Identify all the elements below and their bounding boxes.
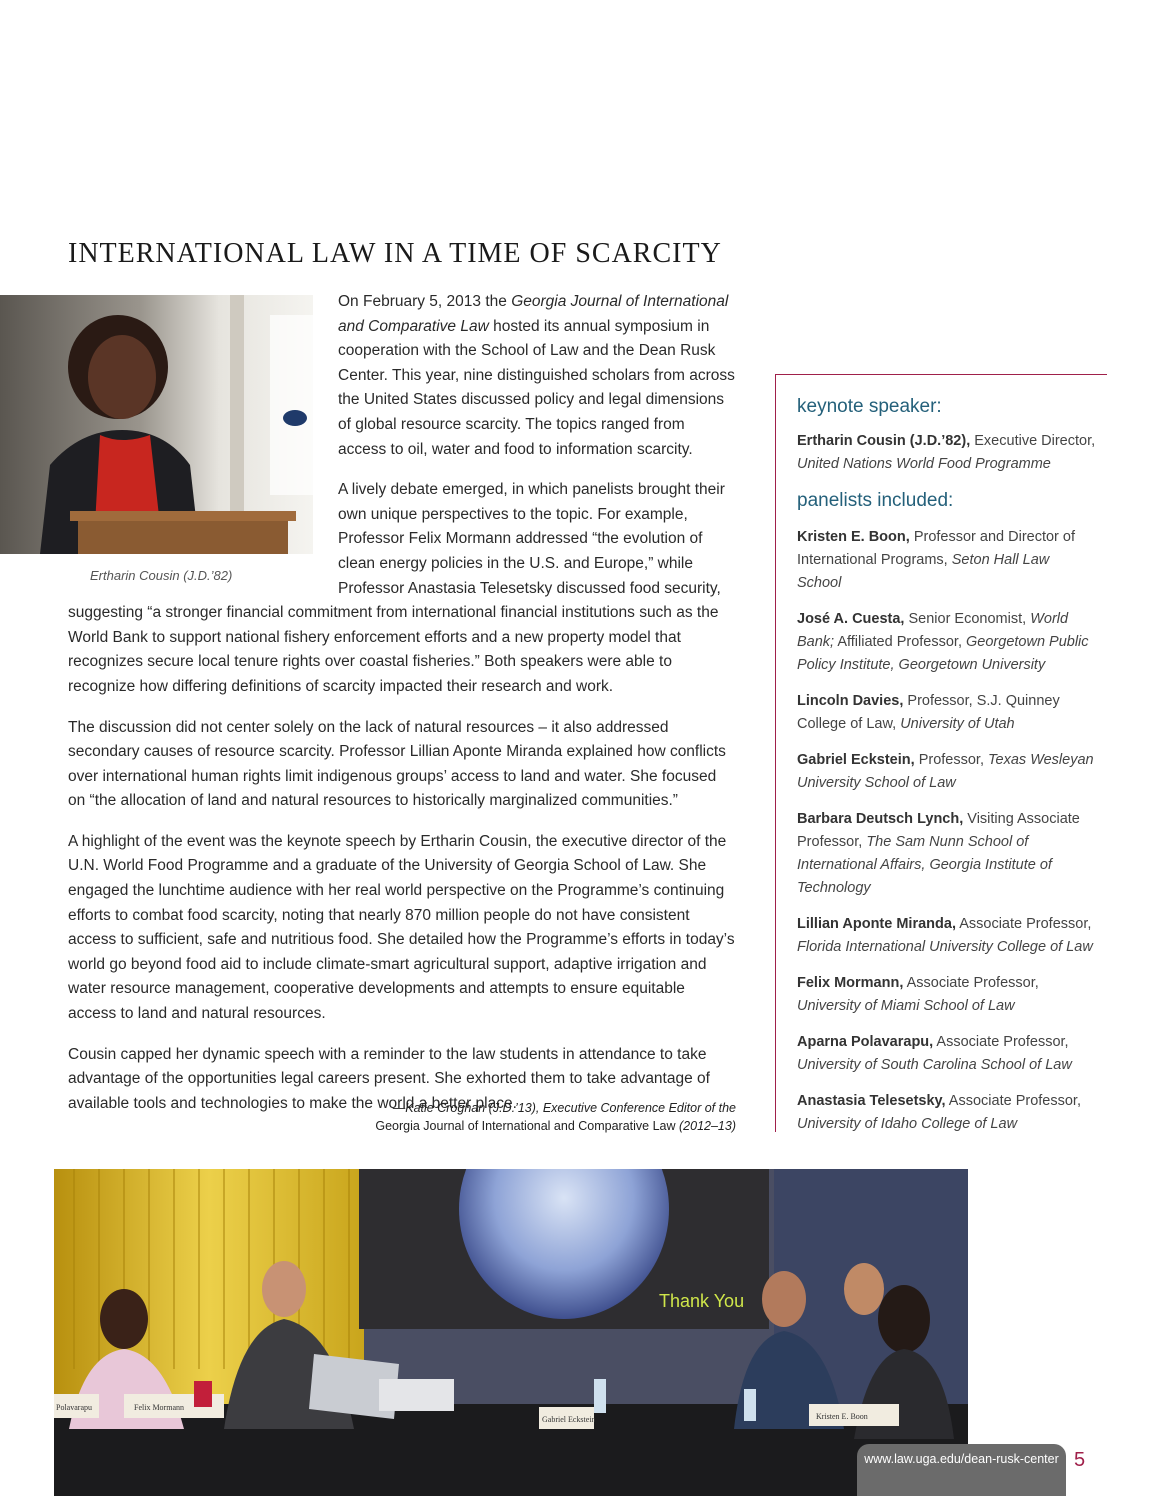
panelist-org: University of Idaho College of Law xyxy=(797,1116,1018,1132)
keynote-heading: keynote speaker: xyxy=(797,396,942,417)
panelist-org: Seton Hall Law School xyxy=(797,552,1050,591)
panelist-org: Texas Wesleyan University School of Law xyxy=(797,752,1094,791)
panelist-entry xyxy=(797,972,1097,1018)
panelist-name: Felix Mormann, xyxy=(797,975,904,991)
panelist-role: Professor, S.J. Quinney College of Law, xyxy=(797,693,1060,732)
panelist-name: Aparna Polavarapu, xyxy=(797,1034,934,1050)
panelist-role: Associate Professor, xyxy=(903,975,1039,991)
speaker-org: United Nations World Food Programme xyxy=(797,456,1051,472)
placard-text: Felix Mormann xyxy=(134,1403,184,1412)
panelist-role: Professor, xyxy=(914,752,989,768)
panelist-entry xyxy=(797,526,1097,595)
panelist-role: Associate Professor, xyxy=(945,1093,1081,1109)
panelist-entry xyxy=(797,913,1097,959)
article-paragraph: A highlight of the event was the keynote speech by Ertharin Cousin, the executive director of the U.N. World Food Programme and a graduate of the University of Georgia School of Law. She engaged the lunchtime audience with her real world perspective on the Programme’s continuing efforts to combat food scarcity, noting that nearly 870 million people do not have consistent access to sufficient, safe and nutritious food. She detailed how the Programme’s efforts in today’s world go beyond food aid to include climate-smart agricultural support, adaptive irrigation and water resource management, cooperative developments and attempts to ensure equitable access to land and natural resources. xyxy=(68,832,735,1023)
placard-text: Gabriel Eckstein xyxy=(542,1415,596,1424)
panelists-heading: panelists included: xyxy=(797,490,954,511)
panelist-name: Lillian Aponte Miranda, xyxy=(797,916,956,932)
panelist-name: Gabriel Eckstein, xyxy=(797,752,915,768)
panelist-name: Lincoln Davies, xyxy=(797,693,904,709)
panelist-org: The Sam Nunn School of International Affairs, Georgia Institute of Technology xyxy=(797,834,1052,896)
panelist-org: Florida International University College of Law xyxy=(797,939,1093,955)
panelist-entry xyxy=(797,749,1097,795)
panelist-role: Senior Economist, xyxy=(904,611,1031,627)
panelist-entry xyxy=(797,690,1097,736)
panelist-name: Anastasia Telesetsky, xyxy=(797,1093,946,1109)
panelist-role: Affiliated Professor, xyxy=(834,634,967,650)
placard-text: Kristen E. Boon xyxy=(816,1412,868,1421)
speaker-role: Executive Director, xyxy=(970,433,1096,449)
article-paragraph: Cousin capped her dynamic speech with a reminder to the law students in attendance to take advantage of the opportunities legal careers present. She exhorted them to take advantage of available tools and technologies to make the world a better place. xyxy=(68,1045,710,1112)
speaker-name: Ertharin Cousin (J.D.’82), xyxy=(797,433,971,449)
website-url[interactable]: www.law.uga.edu/dean-rusk-center xyxy=(857,1444,1066,1496)
journal-title: Georgia Journal of International and Comparative Law xyxy=(338,293,729,335)
panelist-org: University of Miami School of Law xyxy=(797,998,1015,1014)
text-span: On February 5, 2013 the xyxy=(338,293,512,310)
panelist-org: Georgetown Public Policy Institute, Georgetown University xyxy=(797,634,1089,673)
panelist-role: Visiting Associate Professor, xyxy=(797,811,1080,850)
panelist-name: Kristen E. Boon, xyxy=(797,529,910,545)
byline-years: (2012–13) xyxy=(675,1119,736,1133)
panelist-org: University of Utah xyxy=(900,716,1015,732)
article-paragraph: The discussion did not center solely on the lack of natural resources – it also addressed secondary causes of resource scarcity. Professor Lillian Aponte Miranda explained how conflicts over international human rights limit indigenous groups’ access to land and water. She focused on “the allocation of land and natural resources to historically marginalized communities.” xyxy=(68,718,726,810)
page-title: INTERNATIONAL LAW IN A TIME OF SCARCITY xyxy=(68,238,722,269)
screen-text: Thank You xyxy=(659,1291,745,1311)
text-span: hosted its annual symposium in cooperation with the School of Law and the Dean Rusk Center. This year, nine distinguished scholars from across the United States discussed policy and legal dimensions of global resource scarcity. The topics ranged from access to oil, water and food to information scarcity. xyxy=(338,317,735,458)
byline-journal: Georgia Journal of International and Comparative Law xyxy=(375,1119,676,1133)
panelist-entry xyxy=(797,808,1097,900)
speakers-sidebar xyxy=(775,374,1107,1132)
photo-caption: Ertharin Cousin (J.D.’82) xyxy=(90,568,233,583)
keynote-entry xyxy=(797,430,1097,476)
panelist-name: Barbara Deutsch Lynch, xyxy=(797,811,964,827)
panelist-role: Associate Professor, xyxy=(955,916,1092,932)
panelist-entry xyxy=(797,608,1097,677)
page-number: 5 xyxy=(1074,1449,1086,1471)
article-paragraph: A lively debate emerged, in which panelists brought their own unique perspectives to the topic. For example, Professor Felix Mormann addressed “the evolution of clean energy policies in the U.S. and Europe,” while Professor Anastasia Telesetsky discussed food security, suggesting “a stronger financial commitment from international financial institutions such as the World Bank to support national fishery enforcement efforts and a new property model that recognizes secure local tenure rights over coastal fisheries.” Both speakers were able to recognize how differing definitions of scarcity impacted their research and work. xyxy=(68,481,725,695)
panel-discussion-photo xyxy=(54,1169,968,1496)
panelist-role: Associate Professor, xyxy=(933,1034,1069,1050)
panelist-entry xyxy=(797,1031,1097,1077)
panelist-name: José A. Cuesta, xyxy=(797,611,905,627)
panelist-entry xyxy=(797,1090,1097,1136)
placard-text: Polavarapu xyxy=(56,1403,92,1412)
panelist-role: Professor and Director of International Programs, xyxy=(797,529,1076,568)
panelist-org: World Bank; xyxy=(797,611,1069,650)
panelist-org: University of South Carolina School of Law xyxy=(797,1057,1072,1073)
image-wrap-spacer xyxy=(68,290,338,586)
article-body xyxy=(68,290,736,1132)
author-byline xyxy=(300,1099,736,1135)
byline-author: —Katie Croghan (J.D.’13), Executive Conference Editor of the xyxy=(392,1101,736,1115)
